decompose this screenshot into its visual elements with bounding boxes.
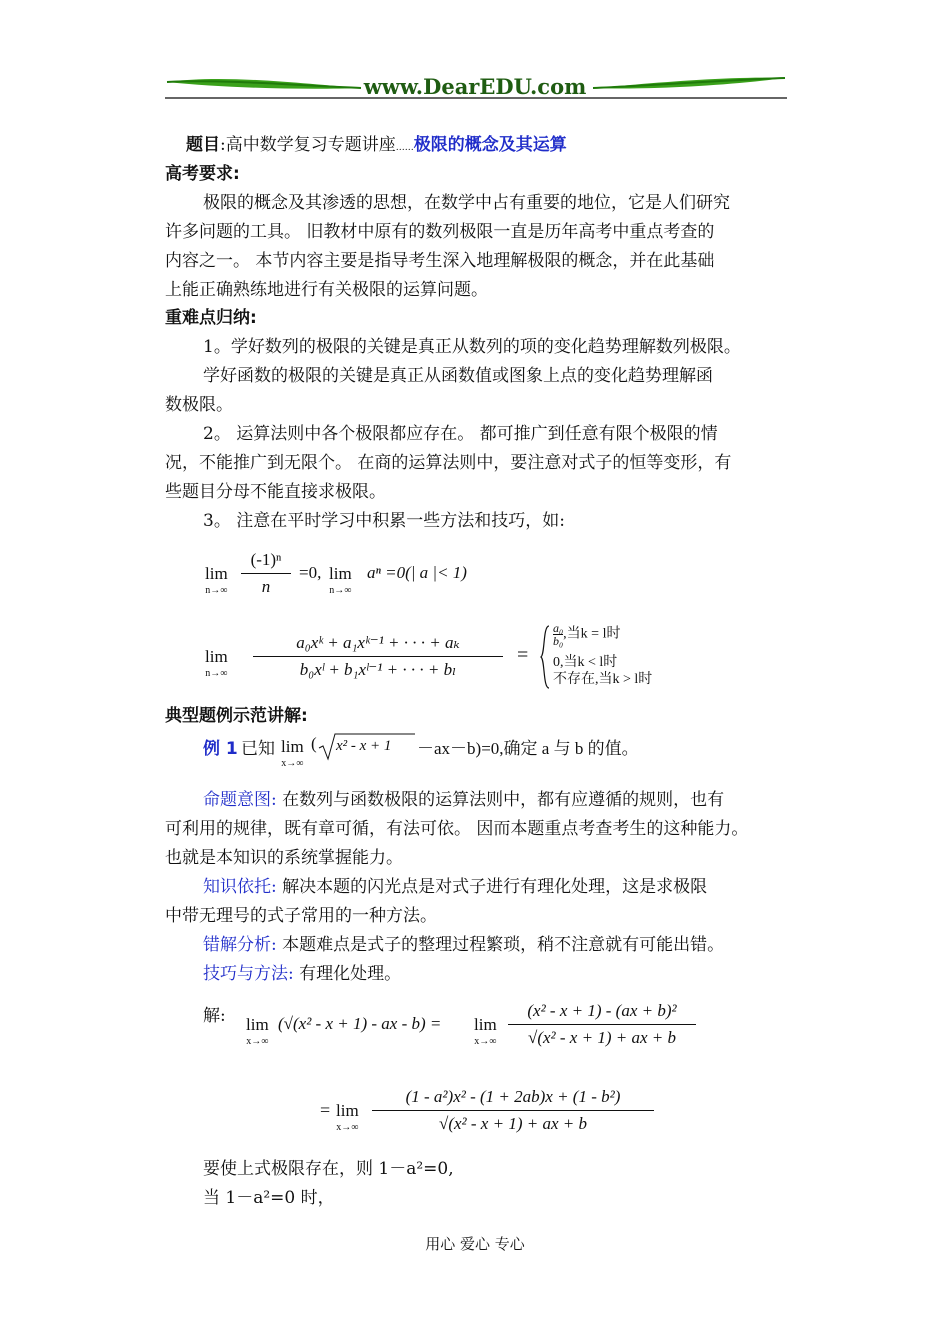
req-line-3: 内容之一。 本节内容主要是指导考生深入地理解极限的概念，并在此基础: [165, 251, 715, 271]
analysis-method-label: 技巧与方法:: [203, 964, 294, 984]
open-paren: (: [311, 734, 317, 753]
case-1: $\frac{\text{a₀}}{\text{b₀}}$ ,当k = l时: [553, 621, 621, 648]
key-points-paragraph: [165, 333, 795, 536]
example-1-label: 例 1: [203, 739, 238, 759]
title-prefix: 高中数学复习专题讲座: [225, 135, 396, 155]
kp-line-2: 学好函数的极限的关键是真正从函数值或图象上点的变化趋势理解函: [203, 366, 713, 386]
fraction-neg-one-power: (-1)ⁿ n: [241, 549, 291, 598]
formula-sequence-limits: [205, 545, 505, 605]
case-2: 0,当k < l时: [553, 655, 618, 670]
analysis-intent-line-3: 也就是本知识的系统掌握能力。: [165, 848, 403, 868]
title-dots: ……: [395, 143, 414, 153]
requirements-paragraph: [165, 189, 795, 305]
solution-condition-line: 要使上式极限存在，则 1－a²=0,: [203, 1159, 454, 1179]
solution-step-1: [246, 998, 706, 1058]
req-line-2: 许多问题的工具。 旧教材中原有的数列极限一直是历年高考中重点考查的: [165, 222, 715, 242]
left-brace: [539, 624, 551, 690]
formula-equals-zero: =0,: [299, 563, 322, 582]
solution-label: 解:: [203, 1006, 226, 1026]
analysis-basis-label: 知识依托:: [203, 877, 277, 897]
solution-step-1-left: (√(x² - x + 1) - ax - b) =: [278, 1014, 442, 1033]
analysis-intent-line-1: 命题意图: 在数列与函数极限的运算法则中，都有应遵循的规则，也有: [203, 790, 725, 810]
sqrt-inner: x² - x + 1: [336, 738, 392, 754]
case-3: 不存在,当k > l时: [553, 672, 653, 687]
requirements-heading: 高考要求:: [165, 164, 240, 184]
kp-line-1: 1。学好数列的极限的关键是真正从数列的项的变化趋势理解数列极限。: [203, 337, 741, 357]
title-colon: :: [220, 135, 226, 155]
title-topic: 极限的概念及其运算: [413, 135, 567, 155]
kp-line-6: 些题目分母不能直接求极限。: [165, 482, 386, 502]
analysis-method-line: 技巧与方法: 有理化处理。: [203, 964, 402, 984]
example-1-suffix: －ax－b)=0,确定 a 与 b 的值。: [417, 739, 639, 758]
lim-operator-6: lim x→∞: [474, 1015, 497, 1047]
solution-step-2-fraction: (1 - a²)x² - (1 + 2ab)x + (1 - b²) √(x² - x + 1) + ax + b: [372, 1086, 654, 1135]
site-logo[interactable]: www.DearEDU.com: [363, 74, 587, 99]
rational-equals: =: [517, 644, 529, 666]
title-label: 题目: [186, 135, 220, 155]
analysis-intent-label: 命题意图:: [203, 790, 277, 810]
analysis-block: [165, 786, 795, 989]
solution-case-line: 当 1－a²=0 时，: [203, 1188, 335, 1208]
req-line-4: 上能正确熟练地进行有关极限的运算问题。: [165, 280, 488, 300]
lim-operator: lim n→∞: [205, 564, 228, 596]
header-banner: [165, 70, 787, 102]
solution-step-2: [320, 1084, 680, 1144]
rational-fraction: a₀xᵏ + a₁xᵏ⁻¹ + · · · + aₖ b₀xˡ + b₁xˡ⁻¹ + · · · + bₗ: [253, 632, 503, 681]
lim-operator-4: lim x→∞: [281, 737, 304, 769]
lim-operator-5: lim x→∞: [246, 1015, 269, 1047]
analysis-error-line: 错解分析: 本题难点是式子的整理过程繁琐，稍不注意就有可能出错。: [203, 935, 725, 955]
kp-line-5: 况，不能推广到无限个。 在商的运算法则中，要注意对式子的恒等变形，有: [165, 453, 732, 473]
example-1: [203, 734, 803, 776]
kp-line-4: 2。 运算法则中各个极限都应存在。 都可推广到任意有限个极限的情: [203, 424, 718, 444]
lim-operator-3: lim n→∞: [205, 647, 228, 679]
lim-operator-7: lim x→∞: [336, 1101, 359, 1133]
document-title: [186, 131, 567, 163]
formula-geometric-tail: aⁿ =0(| a |< 1): [367, 563, 467, 582]
analysis-error-label: 错解分析:: [203, 935, 277, 955]
analysis-intent-line-2: 可利用的规律，既有章可循，有法可依。 因而本题重点考查考生的这种能力。: [165, 819, 749, 839]
example-1-prefix: 已知: [241, 739, 275, 758]
page-footer: 用心 爱心 专心: [425, 1235, 525, 1253]
solution-step-1-fraction: (x² - x + 1) - (ax + b)² √(x² - x + 1) + ax + b: [508, 1000, 696, 1049]
key-points-heading: 重难点归纳:: [165, 308, 257, 328]
lim-operator-2: lim n→∞: [329, 564, 352, 596]
examples-heading: 典型题例示范讲解:: [165, 706, 308, 726]
kp-line-3: 数极限。: [165, 395, 233, 415]
analysis-basis-line-2: 中带无理号的式子常用的一种方法。: [165, 906, 437, 926]
solution-step-2-equals: =: [320, 1100, 331, 1120]
kp-line-7: 3。 注意在平时学习中积累一些方法和技巧，如:: [203, 511, 565, 531]
req-line-1: 极限的概念及其渗透的思想，在数学中占有重要的地位，它是人们研究: [203, 193, 730, 213]
formula-rational-limit: [205, 622, 745, 692]
analysis-basis-line-1: 知识依托: 解决本题的闪光点是对式子进行有理化处理，这是求极限: [203, 877, 708, 897]
